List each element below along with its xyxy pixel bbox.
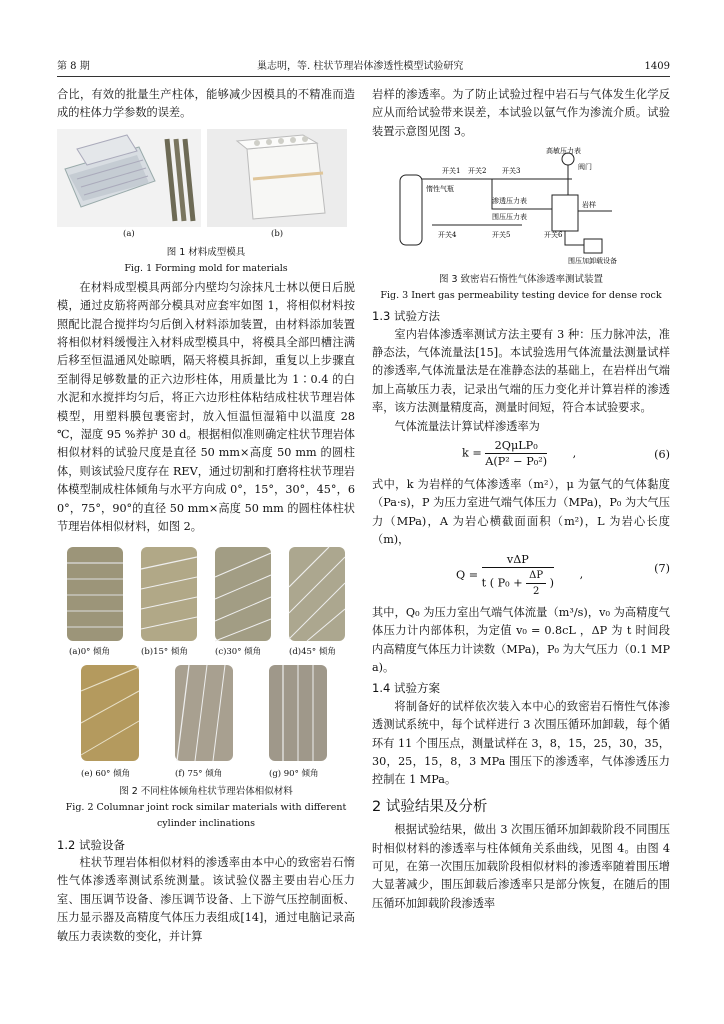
eq7-denominator-p: P₀ + [497,576,523,590]
equation-6 [372,436,670,476]
specimen-45deg [289,547,345,641]
paragraph-formula-intro: 气体流量法计算试样渗透率为 [394,419,540,433]
eq7-denominator-t: t [481,576,487,590]
mold-photo-b [207,129,347,227]
figure-3-caption-en: Fig. 3 Inert gas permeability testing device for dense rock [380,290,662,302]
eq6-numerator: 2QμLP₀ [485,438,547,454]
eq7-fraction: vΔP t ( P₀ + $\frac{\Delta P}{2}$ ) [481,552,555,597]
figure-3 [372,145,670,271]
fig3-label-switch4: 开关4 [438,231,457,240]
figure-2-label-b: (b)15° 倾角 [141,646,188,657]
paragraph-intro: 合比，有效的批量生产柱体，能够减少因模具的不精准而造成的柱体力学参数的误差。 [57,88,355,120]
header-rule [57,76,670,77]
right-column [372,86,670,913]
paragraph-method: 在材料成型模具两部分内壁均匀涂抹凡士林以便日后脱模，通过皮筋将两部分模具对应套牢如图 1，将相似材料按照配比混合搅拌均匀后倒入材料添加装置，由材料添加装置将相似材料缓慢注入材料成型模具中，将模具全部凹槽注满后移至恒温通风处晾晒，隔天将模具拆卸，重复以上步骤直至制得足够数量的正六边形柱体，用质量比为 1∶0.4 的白水泥和水搅拌均匀后，将正六边形柱体粘结成柱状节理岩体模型，用塑料膜包裹密封，放入恒温恒湿箱中以温度 28 ℃，湿度 95 %养护 30 d。根据相似准则确定柱状节理岩体相似材料的试验尺度是直径 50 mm×高度 50 mm 的圆柱体，则该试验尺度存在 REV，通过切割和打磨将柱状节理岩体模型制成柱体倾角与水平方向成 0°，15°，30°，45°，60°，75°，90°的直径 50 mm×高度 50 mm 的圆柱体柱状节理岩体相似材料，如图 2。 [57,280,355,534]
left-column [57,86,355,946]
core-cell-icon [552,195,578,231]
figure-1 [57,129,355,244]
figure-2-label-d: (d)45° 倾角 [289,646,336,657]
fig3-label-switch5: 开关5 [492,231,511,240]
fig3-label-confining-gauge: 围压压力表 [492,213,527,222]
figure-2-label-g: (g) 90° 倾角 [269,768,319,779]
eq6-lhs: k = [462,446,482,460]
fig3-label-valve: 阀门 [578,163,592,172]
eq6-fraction [485,438,547,469]
figure-1-label-b: (b) [271,228,284,239]
running-title: 巢志明，等. 柱状节理岩体渗透性模型试验研究 [257,61,464,72]
eq7-lhs: Q = [456,568,479,582]
specimen-75deg [175,665,233,761]
fig3-label-sensitive-gauge: 高敏压力表 [546,147,581,156]
figure-2-caption-en-1: Fig. 2 Columnar joint rock similar materials with different [65,801,347,813]
paragraph-methods: 室内岩体渗透率测试方法主要有 3 种：压力脉冲法，准静态法，气体流量法[15]。本试验选用气体流量法测量试样的渗透率,气体流量法是在准静态法的基础上，在岩样出气端加上高敏压力表，记录出气端的压力变化并计算岩样的渗透率，该方法测量精度高，测量时间短，符合本试验要求。 [372,327,670,415]
figure-1-label-a: (a) [123,228,135,239]
equation-7 [372,550,670,604]
specimen-0deg [67,547,123,641]
eq7-inner-denominator: 2 [532,585,540,597]
eq6-tail: , [572,446,577,460]
specimen-15deg [141,547,197,641]
fig3-label-switch3: 开关3 [502,167,521,176]
gas-cylinder-icon [400,175,422,245]
fig3-label-switch6: 开关6 [544,231,563,240]
paragraph-variables: 式中，k 为岩样的气体渗透率（m²），μ 为氩气的气体黏度（Pa·s)，P 为压力室进气端气体压力（MPa)，P₀ 为大气压力（MPa)，A 为岩心横截面面积（m²)，L 为岩心长度（m)， [372,478,670,547]
eq7-inner-numerator: ΔP [526,568,546,584]
figure-2-caption-en-2: cylinder inclinations [156,817,256,829]
section-heading-1-3: 1.3 试验方法 [372,309,440,324]
fig3-label-osmotic-gauge: 渗透压力表 [492,197,527,206]
issue-number: 第 8 期 [57,61,90,72]
page-number: 1409 [644,61,670,72]
eq7-tail: , [579,568,584,582]
specimen-photos-row1 [57,543,355,645]
figure-1-caption-en: Fig. 1 Forming mold for materials [124,262,288,274]
figure-2-caption-cn: 图 2 不同柱体倾角柱状节理岩体相似材料 [119,785,293,797]
section-heading-2: 2 试验结果及分析 [372,798,488,815]
figure-2-label-a: (a)0° 倾角 [69,646,111,657]
running-header [57,60,670,75]
figure-3-caption-cn: 图 3 致密岩石惰性气体渗透率测试装置 [438,274,604,286]
paragraph-variables-2: 其中，Q₀ 为压力室出气端气体流量（m³/s)，v₀ 为高精度气体压力计内部体积，为定值 v₀ = 0.8cL ，ΔP 为 t 时间段内高精度气体压力计读数（MPa)，P₀ 为大气压力（0.1 MPa)。 [372,605,670,674]
paragraph-equipment: 柱状节理岩体相似材料的渗透率由本中心的致密岩石惰性气体渗透率测试系统测量。该试验仪器主要由岩心压力室、围压调节设备、渗压调节设备、上下游气压控制面板、压力显示器及高精度气体压力表组成[14]，通过电脑记录高敏压力表读数的变化，并计算 [57,855,355,943]
fig3-label-cylinder: 惰性气瓶 [426,185,454,194]
figure-2-label-c: (c)30° 倾角 [215,646,262,657]
figure-2-label-e: (e) 60° 倾角 [81,768,131,779]
mold-photo-a [57,129,201,227]
eq6-denominator: A(P² − P₀²) [485,455,548,469]
section-heading-1-4: 1.4 试验方案 [372,681,440,696]
paragraph-results: 根据试验结果，做出 3 次围压循环加卸载阶段不同围压时相似材料的渗透率与柱体倾角关系曲线，见图 4。由图 4 可见，在第一次围压加载阶段相似材料的渗透率随着围压增大显著减少，围压卸载后渗透率只是部分恢复，在随后的围压循环加卸载阶段渗透率 [372,823,670,910]
specimen-30deg [215,547,271,641]
test-device-schematic [372,145,670,269]
eq6-number: (6) [654,448,670,462]
section-heading-1-2: 1.2 试验设备 [57,837,125,852]
fig3-label-switch2: 开关2 [468,167,487,176]
specimen-photos-row2 [57,661,355,765]
paragraph-top-right: 岩样的渗透率。为了防止试验过程中岩石与气体发生化学反应从而给试验带来误差，本试验以氩气作为渗流介质。试验装置示意图见图 3。 [372,88,670,138]
fig3-label-confining-device: 围压加卸载设备 [568,257,617,266]
figure-1-caption-cn: 图 1 材料成型模具 [166,246,246,258]
figure-2-label-f: (f) 75° 倾角 [175,768,223,779]
specimen-60deg [81,665,139,761]
eq7-number: (7) [654,561,670,575]
figure-2 [57,543,355,783]
eq7-numerator: vΔP [482,552,554,568]
paragraph-plan: 将制备好的试样依次装入本中心的致密岩石惰性气体渗透测试系统中，每个试样进行 3 次围压循环加卸载，每个循环有 11 个围压点，测量试样在 3，8，15，25，30，35，30，25，15，8，3 MPa 围压下的渗透率，气体渗透压力控制在 1 MPa。 [372,699,670,787]
specimen-90deg [269,665,327,761]
fig3-label-switch1: 开关1 [442,167,461,176]
fig3-label-sample: 岩样 [582,201,596,210]
